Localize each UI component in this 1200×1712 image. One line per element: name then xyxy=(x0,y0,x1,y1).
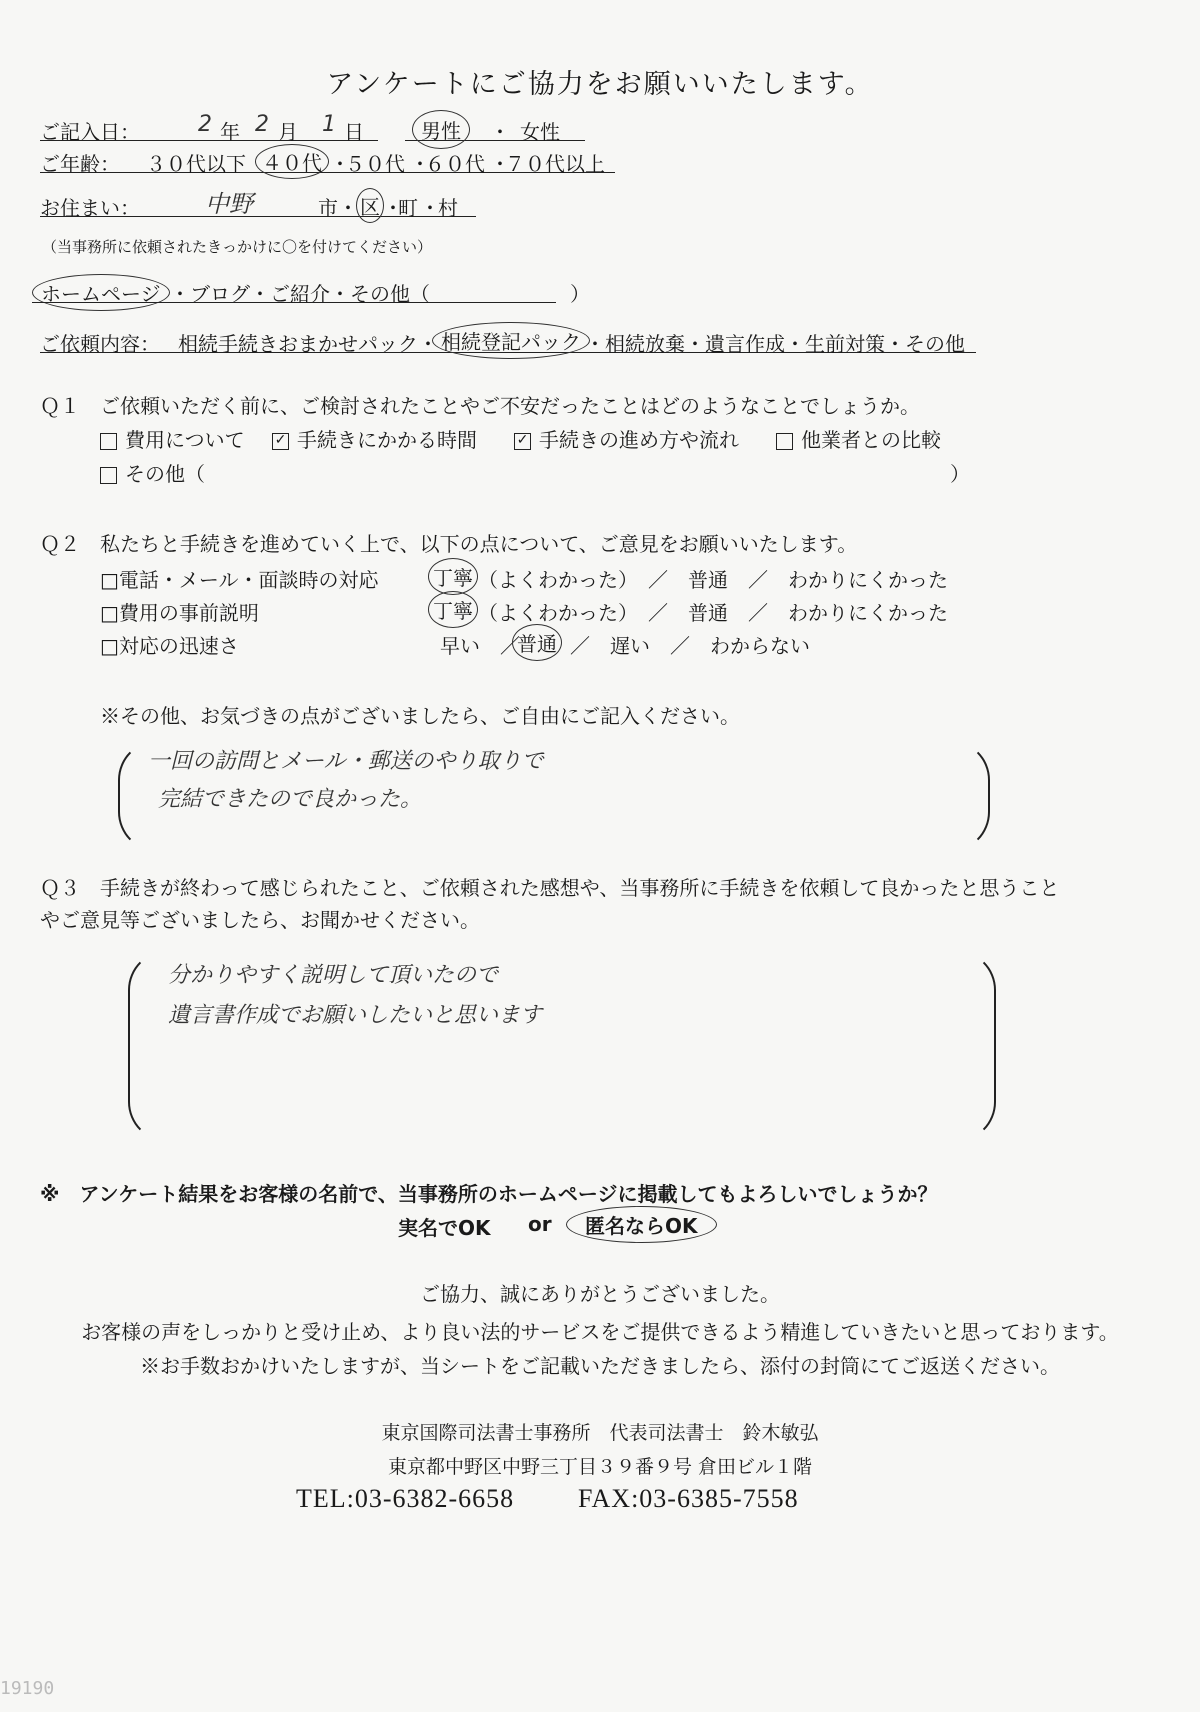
q2-question: 私たちと手続きを進めていく上で、以下の点について、ご意見をお願いいたします。 xyxy=(100,532,858,556)
address-label: お住まい： xyxy=(40,196,140,220)
publish-anonymous-option[interactable]: 匿名ならOK xyxy=(566,1206,717,1243)
entry-month-unit: 月 xyxy=(278,120,298,144)
q2-other-prompt: ※その他、お気づきの点がございましたら、ご自由にご記入ください。 xyxy=(100,704,740,728)
q1-option-cost-label: 費用について xyxy=(125,428,245,452)
q1-option-other[interactable] xyxy=(100,458,205,487)
age-option-30[interactable]: ３０代以下 xyxy=(146,152,246,176)
entry-year-unit: 年 xyxy=(220,120,240,144)
stamp-number: 19190 xyxy=(0,1678,55,1699)
address-sep-1: ・ xyxy=(338,196,358,220)
office-tel[interactable]: TEL:03-6382-6658 xyxy=(296,1484,515,1513)
closing-thanks: ご協力、誠にありがとうございました。 xyxy=(420,1282,780,1306)
q1-option-time-label: 手続きにかかる時間 xyxy=(297,428,477,452)
address-ku[interactable]: 区 xyxy=(356,188,384,223)
q1-checkbox-cost[interactable] xyxy=(100,433,117,450)
age-sep-1: ・ xyxy=(330,152,350,176)
q2-item-contact: □電話・メール・面談時の対応 xyxy=(100,568,379,592)
q2-comment-line2: 完結できたので良かった。 xyxy=(158,787,423,812)
age-option-70[interactable]: ７０代以上 xyxy=(505,152,605,176)
q1-option-compare-label: 他業者との比較 xyxy=(801,428,941,452)
request-label: ご依頼内容： xyxy=(40,332,160,356)
q3-question-line2: やご意見等ございましたら、お聞かせください。 xyxy=(40,908,480,932)
closing-return-instructions: ※お手数おかけいたしますが、当シートをご記載いただきましたら、添付の封筒にてご返送ください。 xyxy=(140,1354,1060,1378)
age-sep-3: ・ xyxy=(490,152,510,176)
request-option-touki[interactable]: 相続登記パック xyxy=(432,322,590,359)
page-title: アンケートにご協力をお願いいたします。 xyxy=(326,69,874,100)
referral-underline xyxy=(32,278,556,303)
entry-month-value[interactable]: 2 xyxy=(255,112,269,137)
entry-date-label: ご記入日： xyxy=(40,120,140,144)
entry-year-value[interactable]: 2 xyxy=(198,112,212,137)
q2-item-speed: □対応の迅速さ xyxy=(100,634,239,658)
q3-question-line1: 手続きが終わって感じられたこと、ご依頼された感想や、当事務所に手続きを依頼して良かったと思うこと xyxy=(100,876,1060,900)
q3-number: Ｑ３ xyxy=(40,876,80,900)
referral-other-options[interactable]: ・ブログ・ご紹介・その他（ ） xyxy=(170,282,590,306)
q1-checkbox-process[interactable]: ✓ xyxy=(514,433,531,450)
address-mura[interactable]: 村 xyxy=(438,196,458,220)
referral-note: （当事務所に依頼されたきっかけに〇を付けてください） xyxy=(42,238,433,256)
q3-comment-line2: 遺言書作成でお願いしたいと思います xyxy=(168,1003,543,1028)
request-option-rest[interactable]: ・相続放棄・遺言作成・生前対策・その他 xyxy=(585,332,965,356)
address-sep-2: ・ xyxy=(383,196,403,220)
q2-number: Ｑ２ xyxy=(40,532,80,556)
gender-separator: ・ xyxy=(490,120,510,144)
age-option-60[interactable]: ６０代 xyxy=(425,152,485,176)
age-label: ご年齢： xyxy=(40,152,120,176)
q2-fee-polite-option[interactable]: 丁寧 xyxy=(428,591,478,628)
entry-day-unit: 日 xyxy=(344,120,364,144)
q1-question: ご依頼いただく前に、ご検討されたことやご不安だったことはどのようなことでしょうか。 xyxy=(100,394,920,418)
q2-contact-other-options[interactable]: （よくわかった） ／ 普通 ／ わかりにくかった xyxy=(478,568,948,592)
address-sep-3: ・ xyxy=(420,196,440,220)
q1-option-process[interactable] xyxy=(514,424,739,453)
q1-option-time[interactable] xyxy=(272,424,477,453)
address-shi[interactable]: 市 xyxy=(318,196,338,220)
q1-option-cost[interactable] xyxy=(100,424,245,453)
age-sep-2: ・ xyxy=(410,152,430,176)
entry-day-value[interactable]: 1 xyxy=(322,112,336,137)
q1-checkbox-time[interactable]: ✓ xyxy=(272,433,289,450)
closing-line2: お客様の声をしっかりと受け止め、より良い法的サービスをご提供できるよう精進していきたいと思っております。 xyxy=(81,1320,1119,1344)
gender-female-option[interactable]: 女性 xyxy=(520,120,560,144)
q2-comment-line1: 一回の訪問とメール・郵送のやり取りで xyxy=(148,749,544,774)
q2-contact-polite-option[interactable]: 丁寧 xyxy=(428,558,478,595)
q1-other-close: ） xyxy=(950,462,970,486)
q1-option-compare[interactable] xyxy=(776,424,941,453)
q2-speed-fast-option[interactable]: 早い ／ xyxy=(440,634,520,658)
q1-option-other-label: その他（ xyxy=(125,462,205,486)
age-option-50[interactable]: ５０代 xyxy=(345,152,405,176)
referral-homepage-option[interactable]: ホームページ xyxy=(32,274,170,311)
address-value[interactable]: 中野 xyxy=(205,190,253,218)
address-machi[interactable]: 町 xyxy=(398,196,418,220)
q1-number: Ｑ１ xyxy=(40,394,80,418)
publish-real-name-option[interactable]: 実名でOK xyxy=(398,1216,491,1240)
office-address: 東京都中野区中野三丁目３９番９号 倉田ビル１階 xyxy=(387,1456,813,1478)
publish-question: ※ アンケート結果をお客様の名前で、当事務所のホームページに掲載してもよろしいでしょうか？ xyxy=(40,1182,938,1206)
office-name: 東京国際司法書士事務所 代表司法書士 鈴木敏弘 xyxy=(381,1422,819,1444)
q3-comment-line1: 分かりやすく説明して頂いたので xyxy=(168,963,499,988)
q2-fee-other-options[interactable]: （よくわかった） ／ 普通 ／ わかりにくかった xyxy=(478,601,948,625)
q1-checkbox-compare[interactable] xyxy=(776,433,793,450)
q1-checkbox-other[interactable] xyxy=(100,467,117,484)
age-option-40[interactable]: ４０代 xyxy=(255,144,329,179)
q2-speed-normal-option[interactable]: 普通 xyxy=(512,624,562,661)
q1-option-process-label: 手続きの進め方や流れ xyxy=(539,428,739,452)
gender-male-option[interactable]: 男性 xyxy=(412,110,470,149)
office-fax[interactable]: FAX:03-6385-7558 xyxy=(578,1484,799,1513)
q2-item-fee-explanation: □費用の事前説明 xyxy=(100,601,259,625)
publish-or-label: or xyxy=(528,1212,552,1236)
request-option-omakase[interactable]: 相続手続きおまかせパック・ xyxy=(178,332,438,356)
q2-speed-other-options[interactable]: ／ 遅い ／ わからない xyxy=(570,634,810,658)
